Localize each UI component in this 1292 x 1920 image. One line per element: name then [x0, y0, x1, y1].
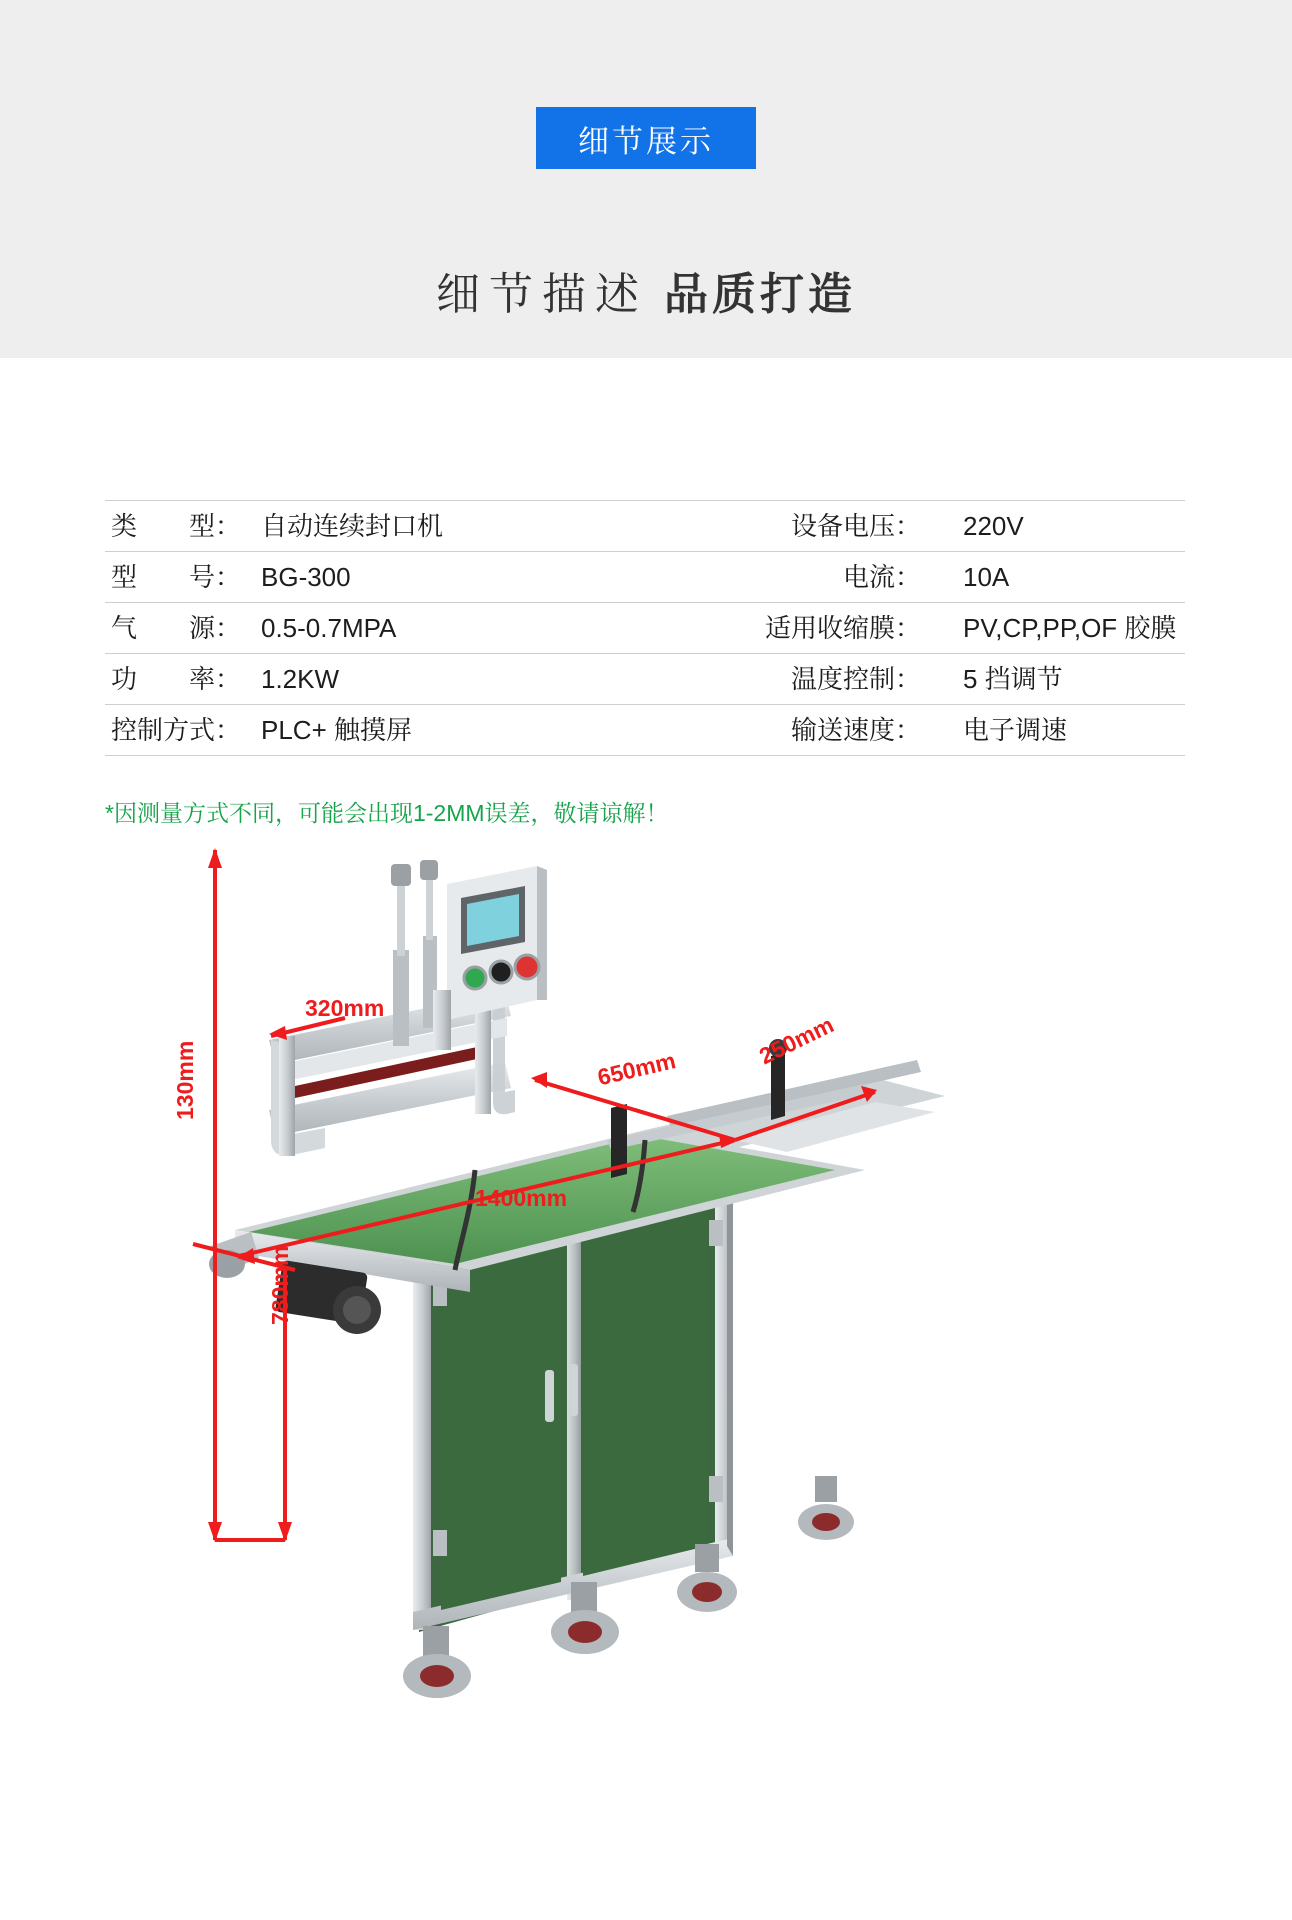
- spec-value: 1.2KW: [261, 654, 651, 705]
- spec-label: 气 源：: [105, 603, 261, 654]
- section-badge: 细节展示: [536, 107, 756, 169]
- spec-value: 10A: [927, 552, 1185, 603]
- table-row: [105, 552, 1185, 603]
- spec-value: 220V: [927, 501, 1185, 552]
- spec-value: PV,CP,PP,OF 胶膜: [927, 603, 1185, 654]
- spec-value: 5 挡调节: [927, 654, 1185, 705]
- spec-table: [105, 500, 1185, 756]
- spec-value: 0.5-0.7MPA: [261, 603, 651, 654]
- spec-label: 类 型：: [105, 501, 261, 552]
- dimension-height-left: 130mm: [172, 1040, 198, 1120]
- spec-value: 电子调速: [927, 705, 1185, 756]
- page-title-part1: 细节描述: [436, 270, 648, 319]
- spec-value: 自动连续封口机: [261, 501, 651, 552]
- spec-value: BG-300: [261, 552, 651, 603]
- table-row: [105, 705, 1185, 756]
- spec-label: 功 率：: [105, 654, 261, 705]
- dimension-width-top: 320mm: [305, 995, 385, 1021]
- spec-value: PLC+ 触摸屏: [261, 705, 651, 756]
- spec-label: 适用收缩膜：: [651, 603, 927, 654]
- spec-label: 控制方式：: [105, 705, 261, 756]
- page-title-part2: 品质打造: [664, 270, 856, 319]
- table-row: [105, 654, 1185, 705]
- header-banner: [0, 0, 1292, 358]
- spec-label: 输送速度：: [651, 705, 927, 756]
- spec-label: 电流：: [651, 552, 927, 603]
- table-row: [105, 603, 1185, 654]
- dimension-depth-right: 250mm: [755, 1011, 838, 1070]
- dimension-depth-mid: 650mm: [595, 1047, 679, 1091]
- spec-table-container: [105, 500, 1185, 756]
- product-photo-with-dimensions: [172, 840, 1115, 1850]
- spec-label: 温度控制：: [651, 654, 927, 705]
- spec-label: 型 号：: [105, 552, 261, 603]
- measurement-note: *因测量方式不同，可能会出现1-2MM误差，敬请谅解！: [105, 800, 669, 826]
- page-title: [0, 258, 1292, 322]
- dimension-length-front: 1400mm: [475, 1185, 568, 1211]
- spec-label: 设备电压：: [651, 501, 927, 552]
- machine-illustration: [175, 840, 1115, 1850]
- dimension-height-bottom: 780mm: [267, 1245, 293, 1325]
- table-row: [105, 501, 1185, 552]
